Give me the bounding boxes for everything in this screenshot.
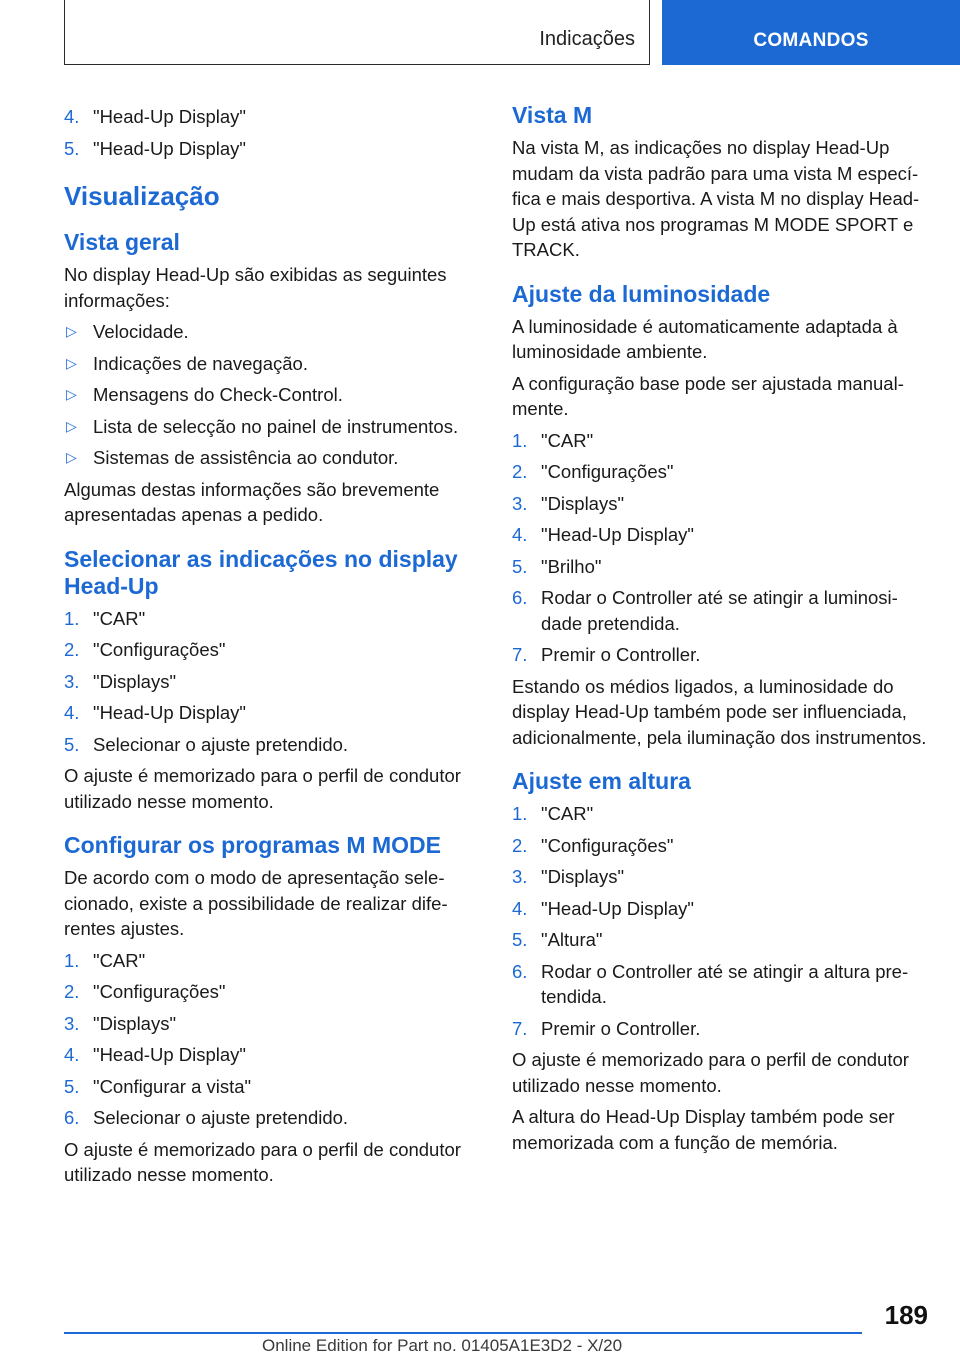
list-item: 5. "Brilho" (512, 554, 932, 580)
list-item: ▷ Indicações de navegação. (64, 351, 480, 377)
luminosidade-note: Estando os médios ligados, a luminosidade do display Head-Up também pode ser influenciada, adicionalmente, pela iluminação dos instrumentos. (512, 675, 927, 748)
step-number: 2. (64, 639, 80, 660)
step-number: 4. (64, 702, 80, 723)
list-item: 2. "Configurações" (64, 637, 480, 663)
list-item: 4. "Head-Up Display" (64, 700, 480, 726)
vista-geral-note: Algumas destas informações são brevemente apresentadas apenas a pedido. (64, 478, 440, 525)
step-number: 5. (64, 137, 80, 159)
luminosidade-text-1: A luminosidade é automaticamente adaptada à luminosidade ambiente. (512, 315, 898, 362)
configurar-heading: Configurar os programas M MODE (64, 832, 441, 858)
vista-m-text: Na vista M, as indicações no display Head-Up mudam da vista padrão para uma vista M específica e mais desportiva. A vista M no display Head-Up está ativa nos programas M MODE SPORT e TRACK. (512, 137, 920, 260)
list-item: 6. Rodar o Controller até se atingir a luminosidade pretendida. (512, 587, 898, 634)
configurar-steps (64, 948, 480, 1131)
step-number: 2. (64, 981, 80, 1002)
configurar-note: O ajuste é memorizado para o perfil de condutor utilizado nesse momento. (64, 1138, 461, 1185)
step-number: 3. (64, 670, 80, 692)
list-item: 1. "CAR" (512, 801, 932, 827)
list-item: 5. "Configurar a vista" (64, 1074, 480, 1100)
altura-note-1: O ajuste é memorizado para o perfil de condutor utilizado nesse momento. (512, 1049, 909, 1096)
step-number: 4. (512, 524, 528, 545)
header-section-tab (64, 0, 650, 65)
step-number: 6. (64, 1107, 80, 1128)
step-number: 7. (512, 1017, 528, 1039)
page-number: 189 (884, 1300, 928, 1330)
triangle-bullet-icon: ▷ (66, 354, 77, 371)
list-item: 5. "Head-Up Display" (64, 136, 480, 162)
luminosidade-heading: Ajuste da luminosidade (512, 280, 771, 307)
left-column (64, 102, 480, 1194)
visualizacao-heading: Visualização (64, 181, 220, 211)
list-item: 6. Rodar o Controller até se atingir a altura pretendida. (512, 960, 909, 1007)
step-number: 5. (64, 733, 80, 755)
list-item: ▷ Sistemas de assistência ao condutor. (64, 445, 480, 471)
altura-heading: Ajuste em altura (512, 768, 691, 794)
footer-edition-text: Online Edition for Part no. 01405A1E3D2 - X/20 (262, 1336, 623, 1355)
list-item: 5. "Altura" (512, 927, 932, 953)
list-item: 4. "Head-Up Display" (64, 1042, 480, 1068)
step-number: 1. (64, 607, 80, 629)
luminosidade-text-2: A configuração base pode ser ajustada manualmente. (512, 372, 904, 419)
list-item: 2. "Configurações" (512, 459, 932, 485)
list-item: ▷ Velocidade. (64, 319, 480, 345)
list-item: 2. "Configurações" (64, 979, 480, 1005)
step-number: 4. (64, 106, 80, 127)
step-number: 5. (512, 929, 528, 950)
list-item: ▷ Mensagens do Check-Control. (64, 382, 480, 408)
list-item: 6. Selecionar o ajuste pretendido. (64, 1105, 480, 1131)
list-item: 4. "Head-Up Display" (512, 522, 932, 548)
header-section-title: Indicações (539, 28, 635, 50)
vista-geral-heading: Vista geral (64, 229, 180, 255)
header-chapter-title: COMANDOS (753, 30, 869, 51)
luminosidade-steps (512, 428, 932, 668)
step-number: 2. (512, 461, 528, 482)
triangle-bullet-icon: ▷ (66, 449, 77, 465)
step-number: 3. (64, 1012, 80, 1034)
list-item: 3. "Displays" (512, 491, 932, 517)
step-number: 4. (64, 1044, 80, 1065)
list-item: 3. "Displays" (512, 864, 932, 890)
list-item: 4. "Head-Up Display" (64, 104, 480, 130)
triangle-bullet-icon: ▷ (66, 417, 77, 434)
selecionar-heading: Selecionar as indicações no display Head-Up (64, 545, 458, 599)
vista-m-heading: Vista M (512, 102, 593, 128)
continued-steps-list (64, 104, 480, 161)
list-item: 7. Premir o Controller. (512, 1016, 932, 1042)
step-number: 5. (64, 1075, 80, 1097)
list-item: 4. "Head-Up Display" (512, 896, 932, 922)
selecionar-steps (64, 606, 480, 758)
step-number: 3. (512, 866, 528, 887)
list-item: 1. "CAR" (512, 428, 932, 454)
step-number: 5. (512, 555, 528, 577)
altura-note-2: A altura do Head-Up Display também pode ser memorizada com a função de memória. (512, 1106, 895, 1153)
triangle-bullet-icon: ▷ (66, 323, 77, 339)
list-item: 3. "Displays" (64, 669, 480, 695)
triangle-bullet-icon: ▷ (66, 386, 77, 402)
step-number: 4. (512, 897, 528, 919)
vista-geral-list (64, 319, 480, 471)
list-item: 1. "CAR" (64, 948, 480, 974)
step-number: 6. (512, 960, 528, 982)
vista-geral-intro: No display Head-Up são exibidas as seguintes informações: (64, 264, 447, 311)
list-item: ▷ Lista de selecção no painel de instrumentos. (64, 414, 480, 440)
altura-steps (512, 801, 932, 1041)
header-chapter-tab (662, 0, 960, 65)
step-number: 1. (512, 429, 528, 451)
right-column (512, 102, 932, 1161)
list-item: 2. "Configurações" (512, 833, 932, 859)
step-number: 1. (64, 949, 80, 971)
step-number: 3. (512, 492, 528, 514)
step-number: 7. (512, 644, 528, 665)
selecionar-note: O ajuste é memorizado para o perfil de condutor utilizado nesse momento. (64, 765, 461, 812)
list-item: 3. "Displays" (64, 1011, 480, 1037)
step-number: 2. (512, 834, 528, 856)
list-item: 1. "CAR" (64, 606, 480, 632)
list-item: 7. Premir o Controller. (512, 642, 932, 668)
step-number: 6. (512, 587, 528, 608)
step-number: 1. (512, 803, 528, 824)
footer-divider (64, 1332, 862, 1334)
list-item: 5. Selecionar o ajuste pretendido. (64, 732, 480, 758)
configurar-intro: De acordo com o modo de apresentação selecionado, existe a possibilidade de realizar diferentes ajustes. (64, 867, 448, 939)
